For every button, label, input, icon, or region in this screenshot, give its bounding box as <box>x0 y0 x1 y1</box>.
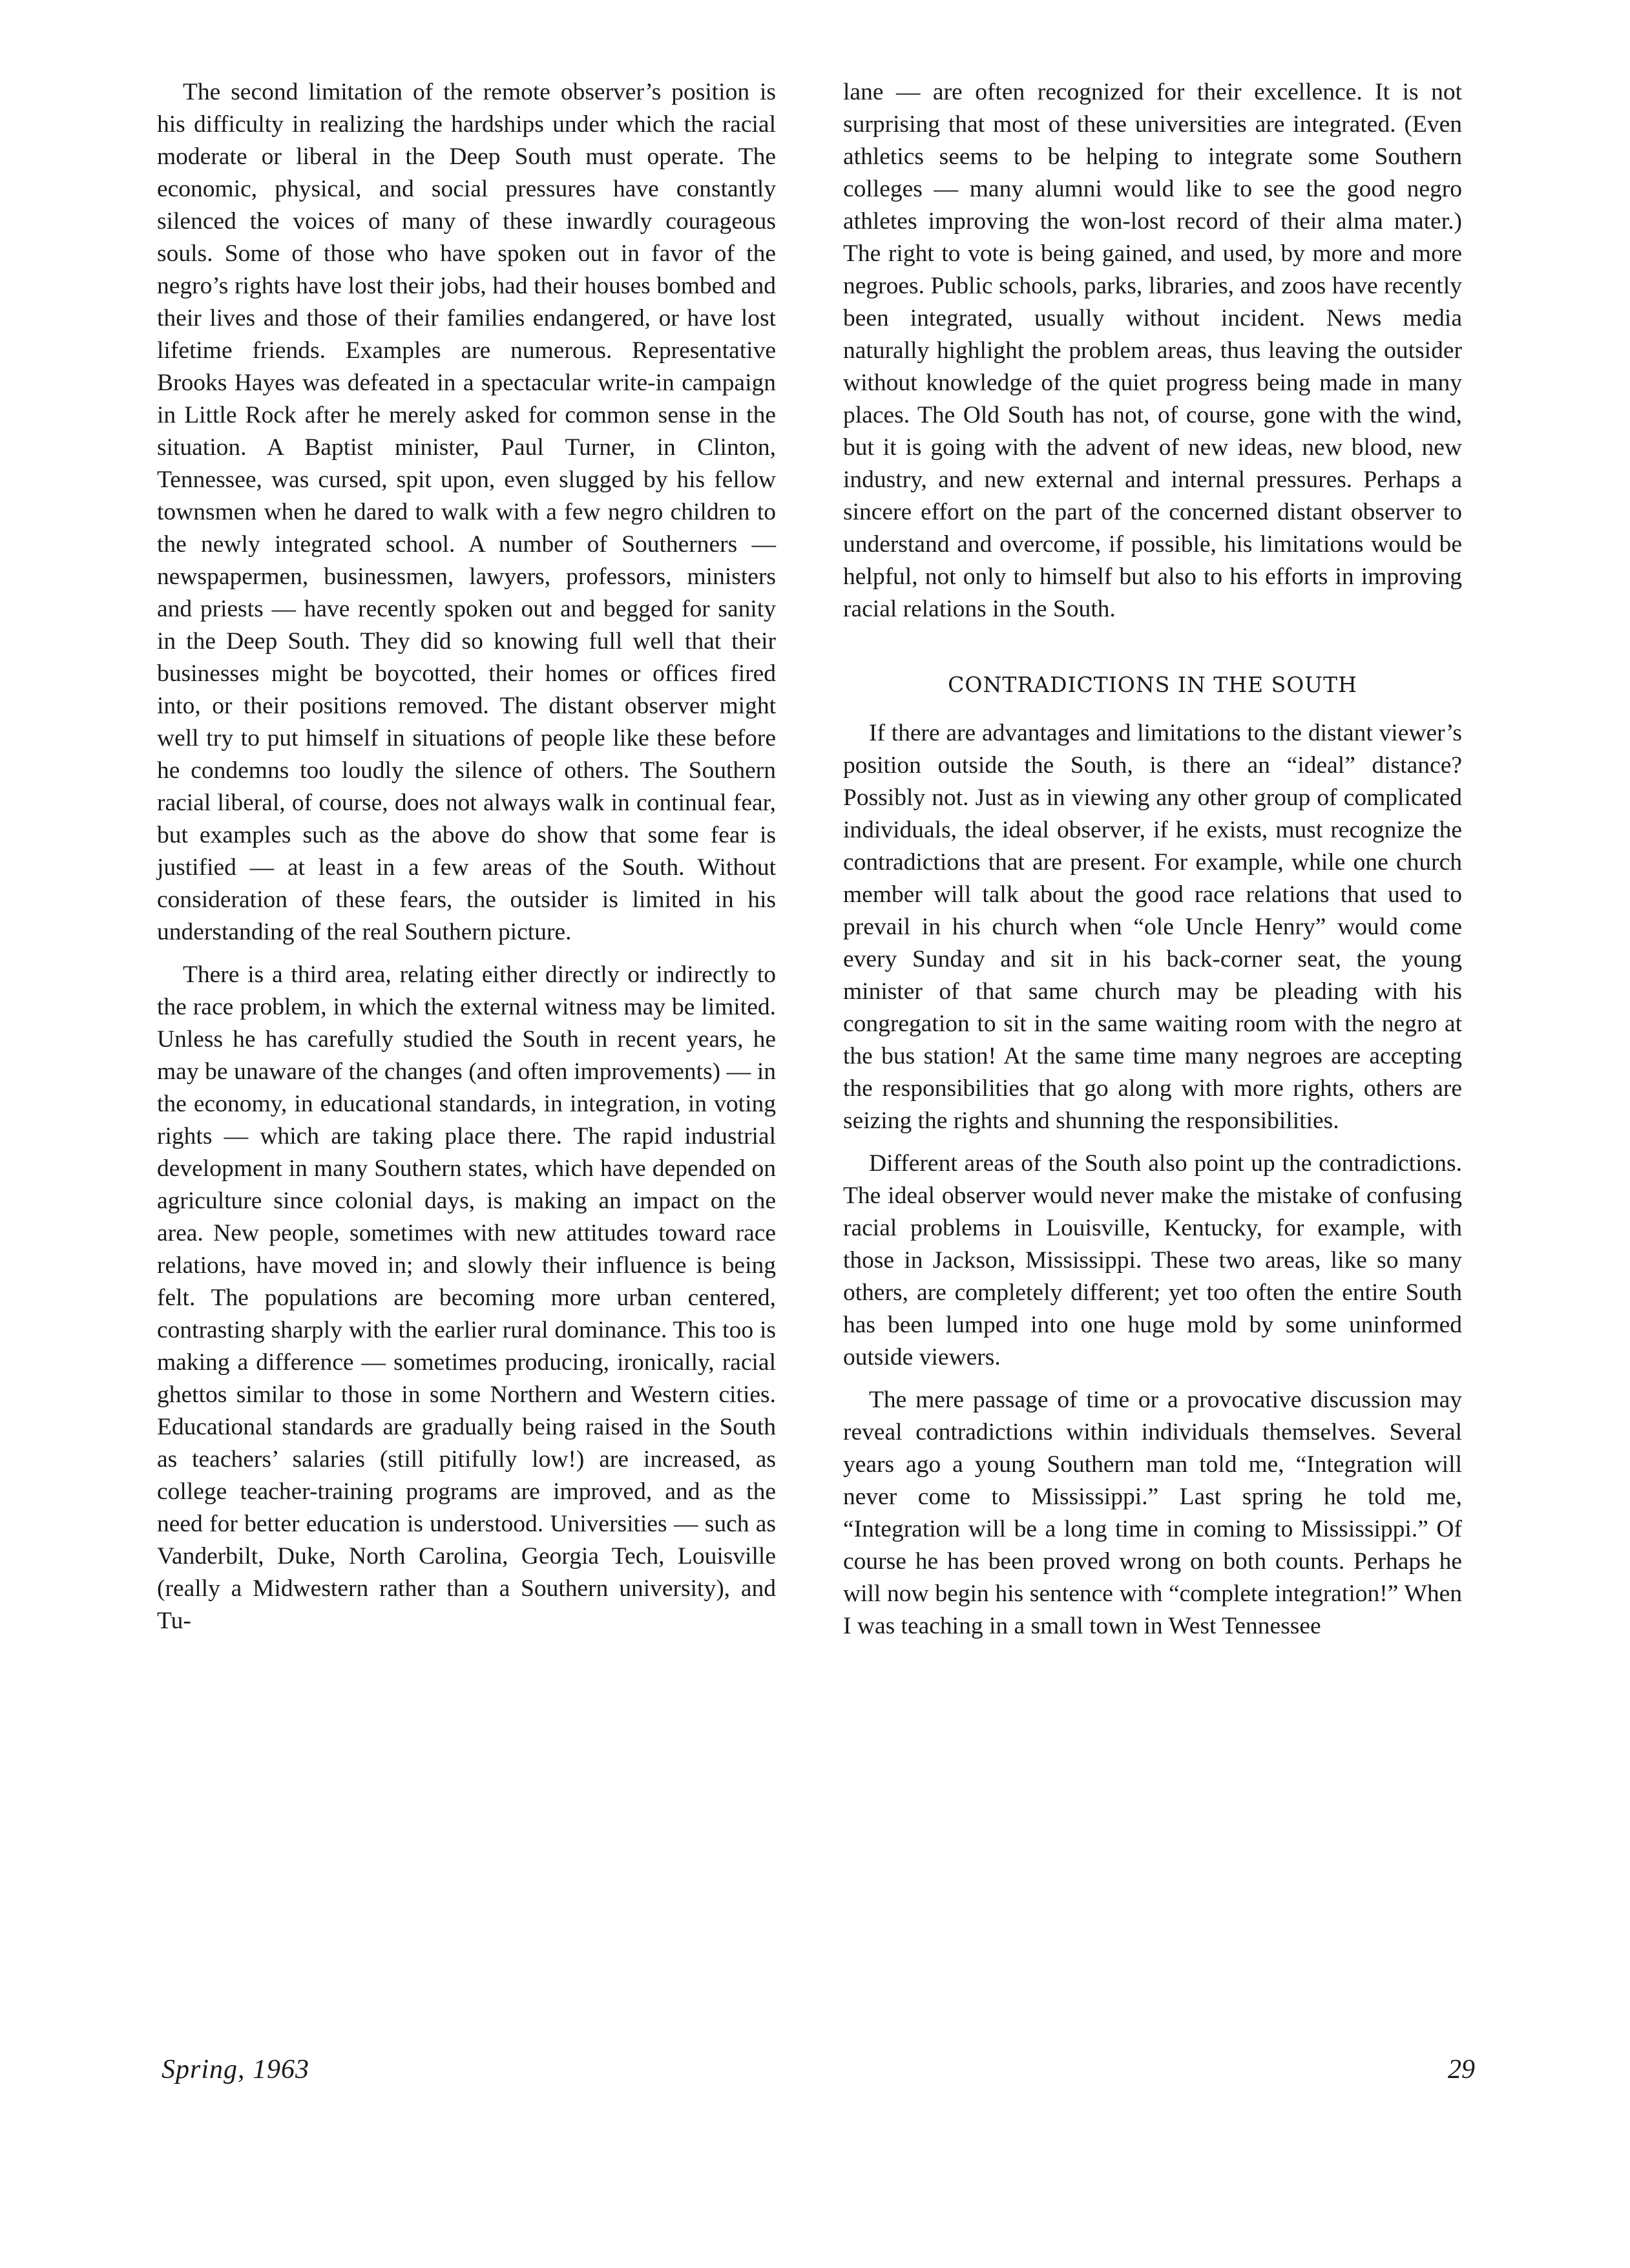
section-heading: CONTRADICTIONS IN THE SOUTH <box>948 672 1357 697</box>
page-number: 29 <box>1448 2055 1475 2084</box>
body-paragraph: Different areas of the South also point up the contradictions. The ideal observer would never make the mistake of confusing racial problems in Louisville, Kentucky, for example, with those in Jackson, Mississippi. These two areas, like so many others, are completely different; yet too often the entire South has been lumped into one huge mold by some uninformed outside viewers. <box>843 1150 1462 1370</box>
body-paragraph: The mere passage of time or a provocative discussion may reveal contradictions within individuals themselves. Several years ago a young Southern man told me, “Integration will never come to Mississippi.” Last spring he told me, “Integration will be a long time in coming to Mississippi.” Of course he has been proved wrong on both counts. Perhaps he will now begin his sentence with “complete integration!” When I was teaching in a small town in West Tennessee <box>843 1387 1462 1639</box>
continued-paragraph: lane — are often recognized for their excellence. It is not surprising that most of these universities are integrated. (Even athletics seems to be helping to integrate some Southern colleges — many alumni would like to see the good negro athletes improving the won-lost record of their alma mater.) The right to vote is being gained, and used, by more and more negroes. Public schools, parks, libraries, and zoos have recently been integrated, usually without incident. News media naturally highlight the problem areas, thus leaving the outsider without knowledge of the quiet progress being made in many places. The Old South has not, of course, gone with the wind, but it is going with the advent of new ideas, new blood, new industry, and new external and internal pressures. Perhaps a sincere effort on the part of the concerned distant observer to understand and overcome, if possible, his limitations would be helpful, not only to himself but also to his efforts in improving racial relations in the South. <box>843 79 1462 622</box>
issue-date: Spring, 1963 <box>162 2055 310 2084</box>
right-column <box>843 76 1462 1653</box>
body-paragraph: If there are advantages and limitations to the distant viewer’s position outside the South, is there an “ideal” distance? Possibly not. Just as in viewing any other group of complicated individuals, the ideal observer, if he exists, must recognize the contradictions that are present. For example, while one church member will talk about the good race relations that used to prevail in his church when “ole Uncle Henry” would come every Sunday and sit in his back-corner seat, the young minister of that same church may be pleading with his congregation to sit in the same waiting room with the negro at the bus station! At the same time many negroes are accepting the responsibilities that go along with more rights, others are seizing the rights and shunning the responsibilities. <box>843 720 1462 1134</box>
body-paragraph: There is a third area, relating either directly or indirectly to the race problem, in which the external witness may be limited. Unless he has carefully studied the South in recent years, he may be unaware of the changes (and often improvements) — in the economy, in educational standards, in integration, in voting rights — which are taking place there. The rapid industrial development in many Southern states, which have depended on agriculture since colonial days, is making an impact on the area. New people, sometimes with new attitudes toward race relations, have moved in; and slowly their influence is being felt. The populations are becoming more urban centered, contrasting sharply with the earlier rural dominance. This too is making a difference — sometimes producing, ironically, racial ghettos similar to those in some Northern and Western cities. Educational standards are gradually being raised in the South as teachers’ salaries (still pitifully low!) are increased, as college teacher-training programs are improved, and as the need for better education is understood. Universities — such as Vanderbilt, Duke, North Carolina, Georgia Tech, Louisville (really a Midwestern rather than a Southern university), and Tu- <box>157 961 776 1634</box>
left-column <box>157 76 776 1648</box>
body-paragraph: The second limitation of the remote observer’s position is his difficulty in realizing the hardships under which the racial moderate or liberal in the Deep South must operate. The economic, physical, and social pressures have constantly silenced the voices of many of these inwardly courageous souls. Some of those who have spoken out in favor of the negro’s rights have lost their jobs, had their houses bombed and their lives and those of their families endangered, or have lost lifetime friends. Examples are numerous. Representative Brooks Hayes was defeated in a spectacular write-in campaign in Little Rock after he merely asked for common sense in the situation. A Baptist minister, Paul Turner, in Clinton, Tennessee, was cursed, spit upon, even slugged by his fellow townsmen when he dared to walk with a few negro children to the newly integrated school. A number of Southerners — newspapermen, businessmen, lawyers, professors, ministers and priests — have recently spoken out and begged for sanity in the Deep South. They did so knowing full well that their businesses might be boycotted, their homes or offices fired into, or their positions removed. The distant observer might well try to put himself in situations of people like these before he condemns too loudly the silence of others. The Southern racial liberal, of course, does not always walk in continual fear, but examples such as the above do show that some fear is justified — at least in a few areas of the South. Without consideration of these fears, the outsider is limited in his understanding of the real Southern picture. <box>157 79 776 945</box>
